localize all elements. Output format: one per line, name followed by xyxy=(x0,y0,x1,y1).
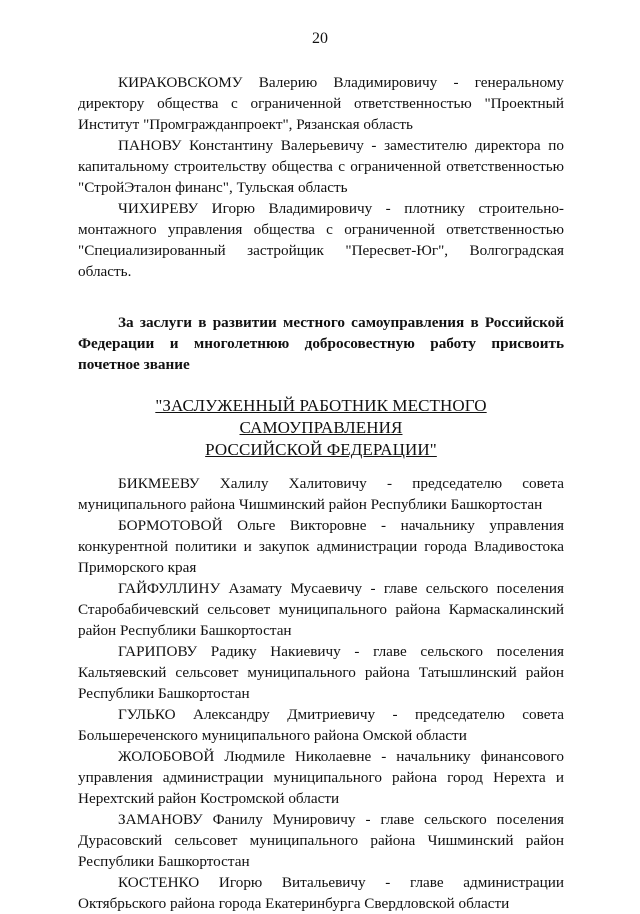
award-paragraph: ГАРИПОВУ Радику Накиевичу - главе сельского поселения Кальтяевский сельсовет муниципального района Татышлинский район Республики Башкортостан xyxy=(78,643,564,702)
award-paragraph: ПАНОВУ Константину Валерьевичу - заместителю директора по капитальному строительству общества с ограниченной ответственностью "СтройЭталон финанс", Тульская область xyxy=(78,137,564,196)
award-paragraph: КИРАКОВСКОМУ Валерию Владимировичу - генеральному директору общества с ограниченной ответственностью "Проектный Институт "Промгражданпроект", Рязанская область xyxy=(78,74,564,133)
award-paragraph: ГУЛЬКО Александру Дмитриевичу - председателю совета Большереченского муниципального района Омской области xyxy=(78,706,564,744)
document-body xyxy=(78,72,564,914)
award-paragraph: ЖОЛОБОВОЙ Людмиле Николаевне - начальнику финансового управления администрации муниципального района город Нерехта и Нерехтский район Костромской области xyxy=(78,748,564,807)
honorary-title xyxy=(78,395,564,461)
award-paragraph: БОРМОТОВОЙ Ольге Викторовне - начальнику управления конкурентной политики и закупок администрации города Владивостока Приморского края xyxy=(78,517,564,576)
award-paragraph: БИКМЕЕВУ Халилу Халитовичу - председателю совета муниципального района Чишминский район Республики Башкортостан xyxy=(78,475,564,513)
award-paragraph: ЧИХИРЕВУ Игорю Владимировичу - плотнику строительно-монтажного управления общества с ограниченной ответственностью "Специализированный застройщик "Пересвет-Юг", Волгоградская область. xyxy=(78,200,564,280)
honorary-title-line: РОССИЙСКОЙ ФЕДЕРАЦИИ" xyxy=(205,440,437,459)
award-paragraph: ЗАМАНОВУ Фанилу Мунировичу - главе сельского поселения Дурасовский сельсовет муниципального района Чишминский район Республики Башкортостан xyxy=(78,811,564,870)
honorary-title-line: "ЗАСЛУЖЕННЫЙ РАБОТНИК МЕСТНОГО САМОУПРАВЛЕНИЯ xyxy=(155,396,487,437)
page-number: 20 xyxy=(312,30,328,47)
award-paragraph: ГАЙФУЛЛИНУ Азамату Мусаевичу - главе сельского поселения Старобабичевский сельсовет муниципального района Кармаскалинский район Республики Башкортостан xyxy=(78,580,564,639)
award-paragraph: КОСТЕНКО Игорю Витальевичу - главе администрации Октябрьского района города Екатеринбурга Свердловской области xyxy=(78,874,564,912)
section-heading: За заслуги в развитии местного самоуправления в Российской Федерации и многолетнюю добросовестную работу присвоить почетное звание xyxy=(78,314,564,373)
